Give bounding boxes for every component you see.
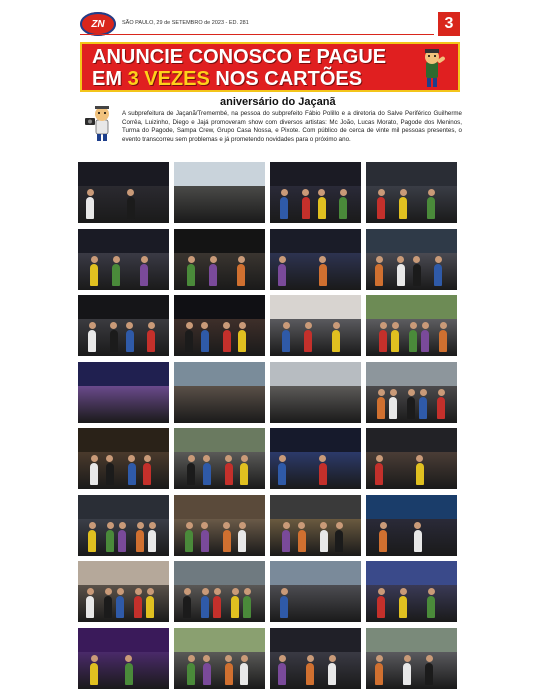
- photo-person: [421, 330, 429, 352]
- photo-background: [270, 362, 361, 386]
- gallery-photo: [174, 229, 265, 290]
- photo-background: [270, 495, 361, 519]
- photo-person-head: [126, 322, 133, 329]
- gallery-photo: [366, 229, 457, 290]
- gallery-photo: [78, 162, 169, 223]
- photo-background: [270, 561, 361, 585]
- photo-person: [106, 530, 114, 552]
- photo-person-head: [376, 455, 383, 462]
- photo-person: [238, 530, 246, 552]
- photo-person: [375, 663, 383, 685]
- photo-person-head: [244, 588, 251, 595]
- gallery-photo: [366, 162, 457, 223]
- photo-person: [414, 530, 422, 552]
- gallery-photo: [78, 628, 169, 689]
- photo-person: [407, 397, 415, 419]
- photo-person-head: [378, 189, 385, 196]
- photo-background: [174, 495, 265, 519]
- gallery-photo: [78, 561, 169, 622]
- photo-grid: [78, 162, 460, 692]
- photo-background: [270, 229, 361, 253]
- reporter-mascot-icon: [82, 104, 122, 142]
- photo-person-head: [397, 256, 404, 263]
- photo-person: [213, 596, 221, 618]
- photo-person-head: [380, 322, 387, 329]
- photo-person-head: [184, 588, 191, 595]
- photo-person: [319, 264, 327, 286]
- photo-person: [335, 530, 343, 552]
- gallery-photo: [174, 628, 265, 689]
- photo-person: [187, 264, 195, 286]
- photo-person-head: [438, 389, 445, 396]
- photo-person: [278, 463, 286, 485]
- gallery-photo: [78, 428, 169, 489]
- photo-person: [403, 663, 411, 685]
- photo-person: [238, 330, 246, 352]
- photo-person: [437, 397, 445, 419]
- photo-person: [126, 330, 134, 352]
- photo-person: [125, 663, 133, 685]
- photo-person-head: [91, 655, 98, 662]
- photo-person: [434, 264, 442, 286]
- photo-person-head: [390, 389, 397, 396]
- photo-person-head: [428, 189, 435, 196]
- photo-person-head: [319, 455, 326, 462]
- photo-person-head: [340, 189, 347, 196]
- photo-person: [185, 530, 193, 552]
- photo-person-head: [239, 322, 246, 329]
- photo-person-head: [413, 256, 420, 263]
- photo-person: [90, 663, 98, 685]
- photo-person-head: [239, 522, 246, 529]
- photo-background: [366, 561, 457, 585]
- photo-background: [78, 628, 169, 652]
- gallery-photo: [270, 561, 361, 622]
- photo-background: [174, 362, 265, 386]
- photo-crowd: [270, 386, 361, 423]
- photo-person-head: [232, 588, 239, 595]
- photo-person: [302, 197, 310, 219]
- photo-person: [419, 397, 427, 419]
- photo-person-head: [223, 522, 230, 529]
- photo-background: [174, 428, 265, 452]
- gallery-photo: [366, 628, 457, 689]
- photo-person-head: [210, 256, 217, 263]
- photo-person: [319, 463, 327, 485]
- photo-person-head: [188, 455, 195, 462]
- photo-background: [366, 229, 457, 253]
- photo-person-head: [404, 655, 411, 662]
- photo-person-head: [241, 655, 248, 662]
- advertising-banner: [80, 42, 460, 92]
- photo-person-head: [283, 322, 290, 329]
- photo-person: [391, 330, 399, 352]
- photo-person: [399, 197, 407, 219]
- photo-person-head: [420, 389, 427, 396]
- gallery-photo: [174, 495, 265, 556]
- photo-person: [146, 596, 154, 618]
- photo-person-head: [307, 655, 314, 662]
- photo-person: [427, 596, 435, 618]
- photo-person-head: [305, 322, 312, 329]
- banner-highlight: 3 VEZES: [127, 68, 210, 90]
- banner-line-2: [92, 68, 362, 91]
- photo-person: [379, 330, 387, 352]
- photo-person-head: [333, 322, 340, 329]
- photo-person: [223, 530, 231, 552]
- gallery-photo: [270, 628, 361, 689]
- photo-person-head: [440, 322, 447, 329]
- photo-person: [389, 397, 397, 419]
- photo-person-head: [380, 522, 387, 529]
- dateline: SÃO PAULO, 29 de SETEMBRO de 2023 - ED. 281: [122, 20, 249, 26]
- photo-person: [339, 197, 347, 219]
- photo-person-head: [186, 322, 193, 329]
- photo-person-head: [203, 655, 210, 662]
- gallery-photo: [78, 362, 169, 423]
- gallery-photo: [174, 295, 265, 356]
- gallery-photo: [270, 362, 361, 423]
- banner-line-1: ANUNCIE CONOSCO E PAGUE: [92, 46, 387, 68]
- banner-line-2-prefix: EM: [92, 68, 128, 90]
- photo-background: [174, 162, 265, 186]
- photo-person-head: [283, 522, 290, 529]
- photo-person: [88, 330, 96, 352]
- photo-person: [318, 197, 326, 219]
- photo-background: [270, 428, 361, 452]
- photo-person-head: [148, 322, 155, 329]
- photo-background: [270, 628, 361, 652]
- photo-person-head: [400, 189, 407, 196]
- gallery-photo: [174, 561, 265, 622]
- photo-person: [282, 530, 290, 552]
- photo-background: [366, 495, 457, 519]
- photo-person: [136, 530, 144, 552]
- photo-person: [413, 264, 421, 286]
- photo-person-head: [105, 588, 112, 595]
- photo-person: [379, 530, 387, 552]
- photo-person-head: [279, 655, 286, 662]
- photo-person: [127, 197, 135, 219]
- photo-person-head: [392, 322, 399, 329]
- photo-person-head: [125, 655, 132, 662]
- photo-background: [78, 229, 169, 253]
- photo-person-head: [113, 256, 120, 263]
- photo-background: [174, 628, 265, 652]
- photo-person-head: [320, 522, 327, 529]
- photo-person-head: [241, 455, 248, 462]
- photo-person-head: [89, 322, 96, 329]
- photo-background: [270, 295, 361, 319]
- photo-person: [278, 663, 286, 685]
- photo-person: [377, 397, 385, 419]
- photo-person-head: [223, 322, 230, 329]
- gallery-photo: [270, 229, 361, 290]
- photo-person-head: [281, 588, 288, 595]
- photo-person: [397, 264, 405, 286]
- photo-person-head: [298, 522, 305, 529]
- photo-person: [328, 663, 336, 685]
- newspaper-logo: ZN: [80, 12, 116, 36]
- photo-crowd: [174, 186, 265, 223]
- photo-person: [439, 330, 447, 352]
- photo-person-head: [329, 655, 336, 662]
- photo-person: [240, 663, 248, 685]
- photo-person: [225, 463, 233, 485]
- photo-background: [78, 162, 169, 186]
- gallery-photo: [366, 495, 457, 556]
- photo-person: [280, 197, 288, 219]
- photo-person: [104, 596, 112, 618]
- gallery-photo: [78, 295, 169, 356]
- photo-person-head: [238, 256, 245, 263]
- photo-person-head: [91, 455, 98, 462]
- photo-person-head: [376, 256, 383, 263]
- photo-person: [128, 463, 136, 485]
- photo-person: [225, 663, 233, 685]
- photo-person-head: [414, 522, 421, 529]
- photo-person: [183, 596, 191, 618]
- gallery-photo: [174, 362, 265, 423]
- photo-person: [110, 330, 118, 352]
- photo-person: [282, 330, 290, 352]
- photo-person-head: [149, 522, 156, 529]
- photo-person: [377, 596, 385, 618]
- photo-person: [427, 197, 435, 219]
- photo-person: [143, 463, 151, 485]
- photo-person-head: [408, 389, 415, 396]
- photo-person-head: [137, 522, 144, 529]
- photo-person: [118, 530, 126, 552]
- photo-person-head: [225, 655, 232, 662]
- photo-person-head: [376, 655, 383, 662]
- photo-person: [86, 197, 94, 219]
- photo-person-head: [128, 455, 135, 462]
- photo-person-head: [201, 522, 208, 529]
- gallery-photo: [270, 162, 361, 223]
- page-header: [80, 12, 460, 38]
- photo-background: [366, 295, 457, 319]
- photo-background: [174, 561, 265, 585]
- photo-person-head: [428, 588, 435, 595]
- photo-background: [78, 362, 169, 386]
- photo-background: [78, 561, 169, 585]
- photo-crowd: [78, 386, 169, 423]
- header-rule: [80, 34, 434, 35]
- photo-person: [203, 663, 211, 685]
- photo-person-head: [225, 455, 232, 462]
- photo-person: [86, 596, 94, 618]
- photo-background: [270, 162, 361, 186]
- article-title: aniversário do Jaçanã: [220, 96, 336, 108]
- photo-background: [366, 362, 457, 386]
- photo-person: [304, 330, 312, 352]
- photo-person: [280, 596, 288, 618]
- photo-background: [366, 628, 457, 652]
- photo-person-head: [378, 588, 385, 595]
- photo-person-head: [410, 322, 417, 329]
- photo-person: [320, 530, 328, 552]
- photo-person: [243, 596, 251, 618]
- photo-person: [278, 264, 286, 286]
- photo-person-head: [279, 455, 286, 462]
- photo-person-head: [119, 522, 126, 529]
- gallery-photo: [270, 495, 361, 556]
- photo-person: [148, 530, 156, 552]
- photo-background: [366, 162, 457, 186]
- photo-person-head: [186, 522, 193, 529]
- gallery-photo: [366, 362, 457, 423]
- photo-person: [209, 264, 217, 286]
- photo-person-head: [281, 189, 288, 196]
- photo-person: [147, 330, 155, 352]
- photo-person-head: [144, 455, 151, 462]
- photo-person: [375, 463, 383, 485]
- gallery-photo: [78, 229, 169, 290]
- mascot-icon: [414, 48, 450, 88]
- photo-person: [240, 463, 248, 485]
- photo-person: [416, 463, 424, 485]
- photo-crowd: [174, 386, 265, 423]
- gallery-photo: [366, 561, 457, 622]
- photo-person: [106, 463, 114, 485]
- gallery-photo: [270, 295, 361, 356]
- photo-background: [78, 495, 169, 519]
- photo-background: [78, 428, 169, 452]
- photo-person: [116, 596, 124, 618]
- photo-person-head: [279, 256, 286, 263]
- photo-person: [298, 530, 306, 552]
- photo-person-head: [435, 256, 442, 263]
- photo-person: [231, 596, 239, 618]
- photo-person-head: [400, 588, 407, 595]
- page-number: 3: [438, 12, 460, 36]
- photo-person-head: [117, 588, 124, 595]
- photo-person: [90, 463, 98, 485]
- gallery-photo: [270, 428, 361, 489]
- photo-person: [140, 264, 148, 286]
- photo-person-head: [135, 588, 142, 595]
- photo-person: [375, 264, 383, 286]
- photo-person-head: [188, 655, 195, 662]
- photo-person-head: [319, 256, 326, 263]
- photo-person: [88, 530, 96, 552]
- photo-person-head: [188, 256, 195, 263]
- photo-person-head: [336, 522, 343, 529]
- gallery-photo: [366, 295, 457, 356]
- photo-person: [377, 197, 385, 219]
- photo-person-head: [91, 256, 98, 263]
- photo-person-head: [426, 655, 433, 662]
- photo-person-head: [318, 189, 325, 196]
- gallery-photo: [174, 162, 265, 223]
- photo-person: [201, 530, 209, 552]
- gallery-photo: [174, 428, 265, 489]
- photo-background: [174, 229, 265, 253]
- photo-person-head: [127, 189, 134, 196]
- photo-person-head: [87, 588, 94, 595]
- photo-background: [78, 295, 169, 319]
- photo-person-head: [89, 522, 96, 529]
- photo-background: [174, 295, 265, 319]
- photo-person: [237, 264, 245, 286]
- photo-person: [306, 663, 314, 685]
- photo-person: [399, 596, 407, 618]
- photo-person-head: [422, 322, 429, 329]
- photo-person-head: [141, 256, 148, 263]
- photo-person-head: [416, 455, 423, 462]
- photo-person-head: [202, 588, 209, 595]
- article-body: A subprefeitura de Jaçanã/Tremembé, na pessoa do subprefeito Fábio Polillo e a diretoria do Salve Periférico Guilherme Corrêa, Luizinho, Diego e Jajá promoveram show com diversos artistas: Mc João, Lucas Morato, Pagode dos Meninos, Turma do Pagode, Sampa Crew, Grupo Casa Nossa, e Pixote. Com público de cerca de vinte mil pessoas presentes, o evento transcorreu sem problemas e já prometendo novidades para o próximo ano.: [122, 110, 462, 143]
- gallery-photo: [366, 428, 457, 489]
- photo-person: [201, 330, 209, 352]
- photo-person: [425, 663, 433, 685]
- photo-person: [134, 596, 142, 618]
- photo-person: [90, 264, 98, 286]
- photo-person-head: [214, 588, 221, 595]
- photo-person-head: [147, 588, 154, 595]
- photo-background: [366, 428, 457, 452]
- photo-person: [112, 264, 120, 286]
- photo-person: [203, 463, 211, 485]
- photo-person: [409, 330, 417, 352]
- photo-person: [223, 330, 231, 352]
- photo-person-head: [87, 189, 94, 196]
- gallery-photo: [78, 495, 169, 556]
- photo-person: [187, 463, 195, 485]
- photo-person: [332, 330, 340, 352]
- photo-person-head: [378, 389, 385, 396]
- photo-person: [187, 663, 195, 685]
- photo-person: [185, 330, 193, 352]
- banner-line-2-suffix: NOS CARTÕES: [209, 68, 363, 90]
- photo-person: [201, 596, 209, 618]
- photo-person-head: [107, 522, 114, 529]
